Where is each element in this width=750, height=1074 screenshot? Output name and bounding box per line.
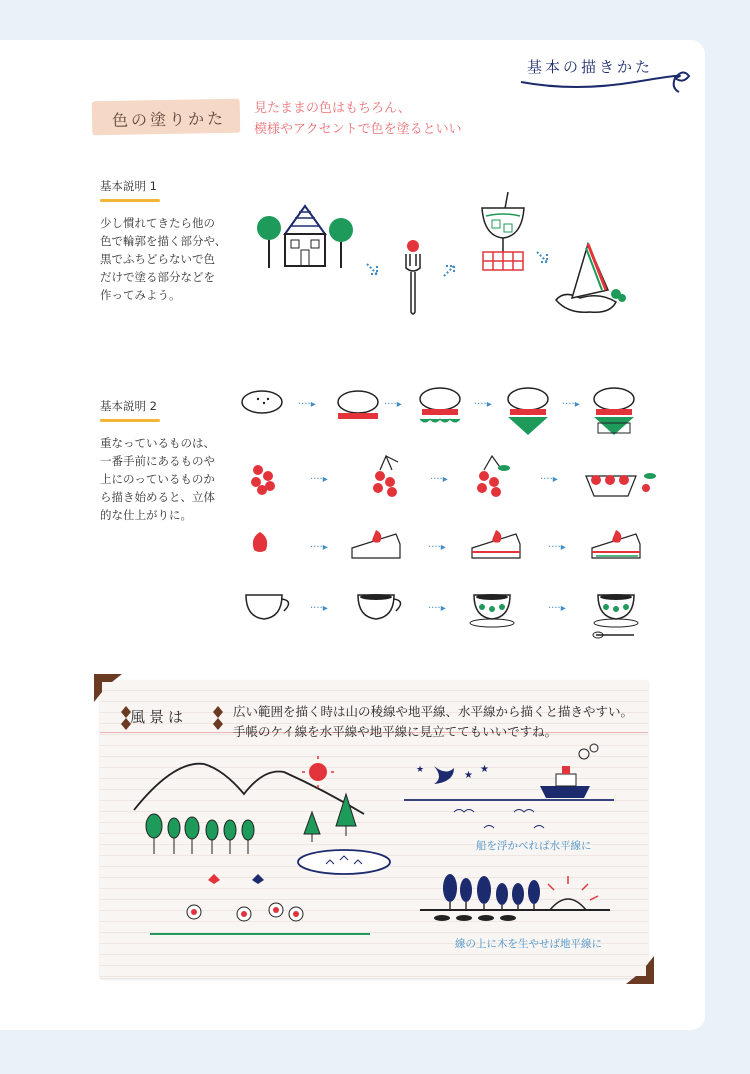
arrow-icon xyxy=(442,262,458,278)
bagel-step-5 xyxy=(594,388,634,435)
sea-scene-illustration xyxy=(404,744,614,844)
svg-text:····▸: ····▸ xyxy=(310,474,328,485)
svg-text:····▸: ····▸ xyxy=(310,542,328,553)
section-title: 色の塗りかた xyxy=(111,108,227,130)
landscape-line: 手帳のケイ線を水平線や地平線に見立ててもいいですね。 xyxy=(233,724,558,739)
cup-sequence xyxy=(240,585,660,645)
caption-sea: 船を浮かべれば水平線に xyxy=(476,840,592,852)
svg-text:····▸: ····▸ xyxy=(310,603,328,614)
corner-bracket-icon xyxy=(94,674,124,704)
section1-text: 少し慣れてきたら他の 色で輪郭を描く部分や、 黒でふちどらないで色 だけで塗る部分などを 作ってみよう。 xyxy=(100,216,227,302)
svg-text:····▸: ····▸ xyxy=(430,474,448,485)
arrow-icon xyxy=(535,250,551,266)
landscape-text xyxy=(233,702,633,742)
diamond-ornament-icon xyxy=(212,706,224,730)
ribbon-underline-icon xyxy=(515,52,695,92)
svg-text:····▸: ····▸ xyxy=(428,603,446,614)
bagel-step-2 xyxy=(338,391,378,419)
svg-text:····▸: ····▸ xyxy=(384,399,402,410)
intro-line: 見たままの色はもちろん、 xyxy=(254,101,411,116)
svg-text:····▸: ····▸ xyxy=(548,603,566,614)
section-title-tape xyxy=(92,99,241,136)
svg-text:····▸: ····▸ xyxy=(540,474,558,485)
svg-text:★: ★ xyxy=(416,765,425,775)
arrow-icon xyxy=(365,262,381,278)
bagel-step-3 xyxy=(420,388,460,422)
drink-glass-illustration xyxy=(478,190,528,275)
svg-text:····▸: ····▸ xyxy=(298,399,316,410)
svg-text:····▸: ····▸ xyxy=(474,399,492,410)
section1-label: 基本説明 1 xyxy=(100,178,160,202)
house-illustration xyxy=(255,200,355,280)
corner-title-text: 基本の描きかた xyxy=(527,58,654,76)
corner-title xyxy=(515,52,695,92)
section2-label: 基本説明 2 xyxy=(100,398,160,422)
cake-sequence xyxy=(240,520,660,570)
corner-bracket-icon xyxy=(624,954,654,984)
bagel-step-4 xyxy=(508,388,548,435)
svg-text:····▸: ····▸ xyxy=(562,399,580,410)
caption-land: 線の上に木を生やせば地平線に xyxy=(455,938,602,950)
fork-illustration xyxy=(398,238,428,318)
svg-text:★: ★ xyxy=(480,764,489,775)
landscape-line: 広い範囲を描く時は山の稜線や地平線、水平線から描くと描きやすい。 xyxy=(233,704,634,719)
svg-text:····▸: ····▸ xyxy=(548,542,566,553)
cherry-sequence xyxy=(240,450,660,510)
bagel-sequence xyxy=(240,385,640,435)
horizon-scene-illustration xyxy=(420,866,620,936)
svg-text:★: ★ xyxy=(464,770,473,781)
label-underline xyxy=(100,419,160,422)
bagel-step-1 xyxy=(242,391,282,413)
label-underline xyxy=(100,199,160,202)
svg-text:····▸: ····▸ xyxy=(428,542,446,553)
mountain-scene-illustration xyxy=(134,750,394,940)
landscape-title: 風景は xyxy=(130,708,188,726)
sandwich-illustration xyxy=(550,240,630,320)
intro-line: 模様やアクセントで色を塗るといい xyxy=(254,122,462,137)
intro-text xyxy=(254,98,462,140)
section2-text: 重なっているものは、 一番手前にあるものや 上にのっているものか ら描き始めると、立体 的な仕上がりに。 xyxy=(100,436,215,522)
